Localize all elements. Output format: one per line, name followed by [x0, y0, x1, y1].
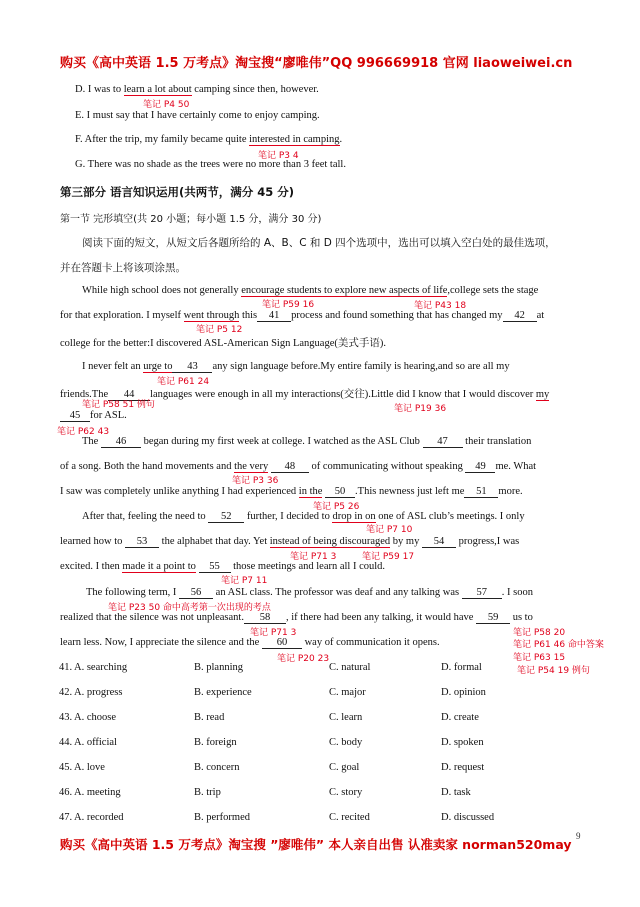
- passage-line: I saw was completely unlike anything I had experienced in the 50 .This newness just left me 51 more.: [60, 486, 523, 497]
- blank[interactable]: 53: [125, 536, 159, 548]
- option-d[interactable]: D. request: [441, 762, 485, 773]
- blank[interactable]: 58: [244, 612, 286, 624]
- option-d[interactable]: D. create: [441, 712, 479, 723]
- note-annotation: 笔记 P58 20: [513, 628, 566, 638]
- option-d[interactable]: D. formal: [441, 662, 482, 673]
- passage-line: The following term, I 56 an ASL class. The professor was deaf and any talking was 57 . I soon: [86, 587, 533, 598]
- passage-line: of a song. Both the hand movements and the very 48 of communicating without speaking 49 me. What: [60, 461, 537, 472]
- note-annotation: 笔记 P71 3: [290, 552, 337, 562]
- option-b[interactable]: B. performed: [194, 812, 250, 823]
- blank[interactable]: 56: [179, 587, 213, 599]
- option-b[interactable]: B. read: [194, 712, 225, 723]
- note-annotation: 笔记 P3 36: [232, 476, 279, 486]
- option-c[interactable]: C. goal: [329, 762, 360, 773]
- option-b[interactable]: B. planning: [194, 662, 243, 673]
- option-d[interactable]: D. opinion: [441, 687, 486, 698]
- blank[interactable]: 52: [208, 511, 244, 523]
- option-b[interactable]: B. trip: [194, 787, 221, 798]
- blank[interactable]: 57: [462, 587, 502, 599]
- note-annotation: 笔记 P5 12: [196, 325, 243, 335]
- note-annotation: 笔记 P63 15: [513, 653, 566, 663]
- passage-line: for that exploration. I myself went through this 41 process and found something that has changed my 42 at: [60, 310, 545, 321]
- note-annotation: 笔记 P59 16: [262, 300, 315, 310]
- blank[interactable]: 60: [262, 637, 302, 649]
- option-c[interactable]: C. body: [329, 737, 363, 748]
- bottom-banner: 购买《高中英语 1.5 万考点》淘宝搜 ”廖唯伟” 本人亲自出售 认准卖家 norman520may: [60, 837, 572, 852]
- note-annotation: 笔记 P54 19 例句: [517, 666, 590, 676]
- option-c[interactable]: C. story: [329, 787, 363, 798]
- option-f: F. After the trip, my family became quite interested in camping.: [75, 134, 343, 145]
- note-annotation: 笔记 P58 51 例句: [82, 400, 155, 410]
- note-annotation: 笔记 P5 26: [313, 502, 360, 512]
- blank[interactable]: 44: [108, 389, 150, 401]
- blank[interactable]: 48: [271, 461, 309, 473]
- section-subtitle: 第一节 完形填空(共 20 小题；每小题 1.5 分，满分 30 分): [60, 214, 322, 225]
- section-title: 第三部分 语言知识运用(共两节，满分 45 分): [60, 185, 295, 199]
- passage-line: After that, feeling the need to 52 further, I decided to drop in on one of ASL club’s meetings. I only: [82, 511, 525, 522]
- note-annotation: 笔记 P61 24: [157, 377, 210, 387]
- blank[interactable]: 42: [503, 310, 537, 322]
- passage-line: I never felt an urge to 43 any sign language before.My entire family is hearing,and so are all my: [82, 361, 510, 372]
- passage-line: 45 for ASL.: [60, 410, 127, 422]
- passage-line: friends.The 44 languages were enough in all my interactions(交往).Little did I know that I would discover my: [60, 389, 550, 400]
- passage-line: excited. I then made it a point to 55 those meetings and learn all I could.: [60, 561, 386, 572]
- option-a[interactable]: A. progress: [74, 687, 123, 698]
- option-e: E. I must say that I have certainly come to enjoy camping.: [75, 110, 320, 121]
- passage-line: learn less. Now, I appreciate the silence and the 60 way of communication it opens.: [60, 637, 440, 648]
- option-a[interactable]: A. choose: [74, 712, 116, 723]
- blank[interactable]: 54: [422, 536, 456, 548]
- option-b[interactable]: B. foreign: [194, 737, 237, 748]
- blank[interactable]: 59: [476, 612, 510, 624]
- blank[interactable]: 43: [172, 361, 212, 373]
- blank[interactable]: 45: [60, 410, 90, 422]
- option-d[interactable]: D. spoken: [441, 737, 484, 748]
- note-annotation: 笔记 P7 10: [366, 525, 413, 535]
- passage-line: realized that the silence was not unpleasant. 58 , if there had been any talking, it would have 59 us to: [60, 612, 533, 623]
- option-g: G. There was no shade as the trees were no more than 3 feet tall.: [75, 159, 346, 170]
- instruction-line: 并在答题卡上将该项涂黑。: [60, 262, 186, 274]
- note-annotation: 笔记 P62 43: [57, 427, 110, 437]
- option-a[interactable]: A. searching: [74, 662, 128, 673]
- option-a[interactable]: A. love: [74, 762, 105, 773]
- note-annotation: 笔记 P43 18: [414, 301, 467, 311]
- note-annotation: 笔记 P3 4: [258, 151, 299, 161]
- passage-line: The 46 began during my first week at college. I watched as the ASL Club 47 their translation: [82, 436, 532, 447]
- note-annotation: 笔记 P61 46 命中答案: [513, 640, 604, 650]
- note-annotation: 笔记 P71 3: [250, 628, 297, 638]
- option-d: D. I was to learn a lot about camping since then, however.: [75, 84, 319, 95]
- blank[interactable]: 47: [423, 436, 463, 448]
- instruction-line: 阅读下面的短文，从短文后各题所给的 A、B、C 和 D 四个选项中，选出可以填入空白处的最佳选项，: [82, 237, 556, 249]
- option-b[interactable]: B. concern: [194, 762, 240, 773]
- note-annotation: 笔记 P19 36: [394, 404, 447, 414]
- blank[interactable]: 41: [257, 310, 291, 322]
- option-c[interactable]: C. learn: [329, 712, 363, 723]
- option-a[interactable]: A. meeting: [74, 787, 121, 798]
- note-annotation: 笔记 P23 50 命中高考第一次出现的考点: [108, 603, 271, 613]
- blank[interactable]: 46: [101, 436, 141, 448]
- top-banner: 购买《高中英语 1.5 万考点》淘宝搜“廖唯伟”QQ 996669918 官网 liaoweiwei.cn: [60, 56, 573, 71]
- option-b[interactable]: B. experience: [194, 687, 252, 698]
- passage-line: While high school does not generally encourage students to explore new aspects of life,college sets the stage: [82, 285, 539, 296]
- option-a[interactable]: A. official: [74, 737, 117, 748]
- note-annotation: 笔记 P20 23: [277, 654, 330, 664]
- page-number: 9: [576, 831, 581, 841]
- option-d[interactable]: D. discussed: [441, 812, 495, 823]
- blank[interactable]: 49: [465, 461, 495, 473]
- option-c[interactable]: C. major: [329, 687, 366, 698]
- note-annotation: 笔记 P7 11: [221, 576, 268, 586]
- blank[interactable]: 51: [464, 486, 498, 498]
- option-c[interactable]: C. natural: [329, 662, 371, 673]
- option-a[interactable]: A. recorded: [74, 812, 124, 823]
- note-annotation: 笔记 P59 17: [362, 552, 415, 562]
- passage-line: college for the better:I discovered ASL-American Sign Language(美式手语).: [60, 338, 386, 349]
- blank[interactable]: 50: [325, 486, 355, 498]
- option-d[interactable]: D. task: [441, 787, 471, 798]
- passage-line: learned how to 53 the alphabet that day. Yet instead of being discouraged by my 54 progress,I was: [60, 536, 520, 547]
- blank[interactable]: 55: [199, 561, 231, 573]
- option-c[interactable]: C. recited: [329, 812, 370, 823]
- note-annotation: 笔记 P4 50: [143, 100, 190, 110]
